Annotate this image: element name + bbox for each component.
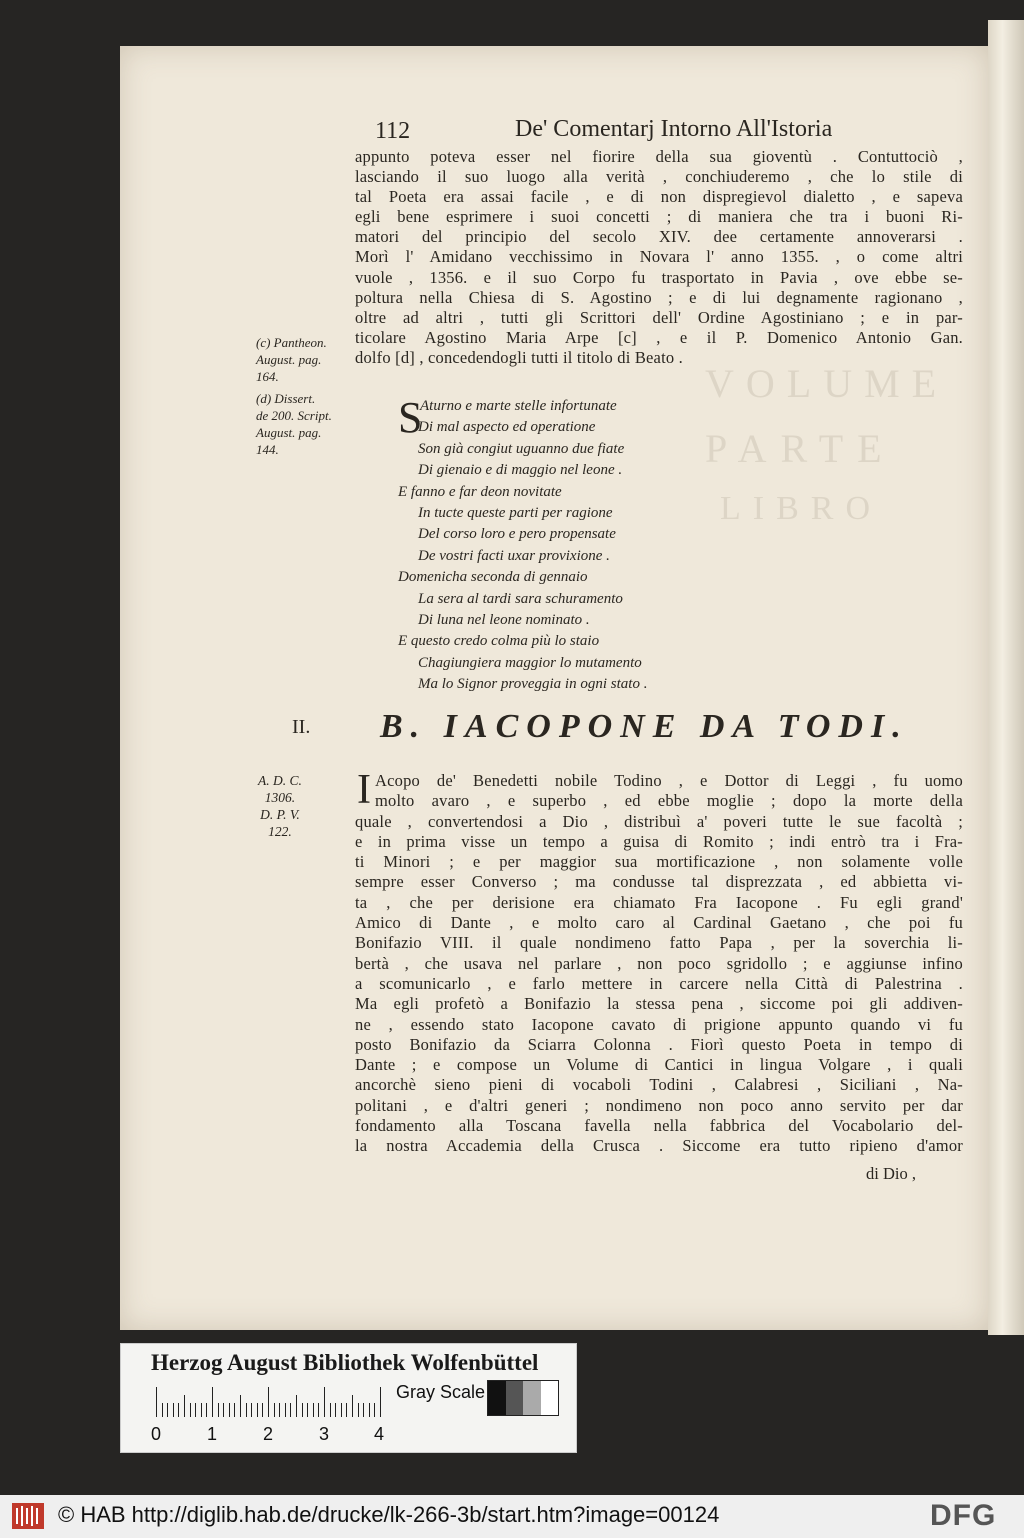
ruler-tick <box>358 1403 359 1417</box>
text-line: posto Bonifazio da Sciarra Colonna . Fiorì questo Poeta in tempo di <box>355 1034 963 1054</box>
ruler-tick <box>257 1403 258 1417</box>
poem-initial: S <box>398 393 423 442</box>
poem <box>398 393 648 695</box>
note-line: (d) Dissert. <box>256 391 316 406</box>
ruler-tick <box>307 1403 308 1417</box>
section-title: B. IACOPONE DA TODI. <box>380 708 909 745</box>
ruler-tick <box>268 1387 269 1417</box>
ruler-tick <box>173 1403 174 1417</box>
ruler-tick <box>262 1403 263 1417</box>
ruler-tick <box>190 1403 191 1417</box>
catchword: di Dio , <box>866 1164 916 1183</box>
body-paragraph-2 <box>355 767 963 1157</box>
note-line: August. pag. <box>256 425 322 440</box>
ruler-tick <box>201 1403 202 1417</box>
text-line: ticolare Agostino Maria Arpe [c] , e il P. Domenico Antonio Gan. <box>355 327 963 347</box>
text-line: Morì l' Amidano vecchissimo in Novara l' anno 1355. , o come altri <box>355 247 963 267</box>
poem-line: E questo credo colma più lo staio <box>398 633 600 650</box>
poem-line: De vostri facti uxar provixione . <box>418 547 610 564</box>
ruler-tick <box>195 1403 196 1417</box>
ruler-tick <box>363 1403 364 1417</box>
text-line: poltura nella Chiesa di S. Agostino ; e di lui degnamente ragionano , <box>355 287 963 307</box>
margin-dates <box>258 772 302 840</box>
text-line: sempre esser Converso ; ma condusse tal disprezzata , ed abbietta vi- <box>355 872 963 892</box>
poem-line: Di mal aspecto ed operatione <box>418 419 596 436</box>
text-line: egli bene esprimere i suoi concetti ; di maniera che tra i buoni Ri- <box>355 207 963 227</box>
ruler-tick <box>285 1403 286 1417</box>
poem-line: In tucte queste parti per ragione <box>418 504 613 521</box>
text-line: fondamento alla Toscana favella nella fabbrica del Vocabolario del- <box>355 1116 963 1136</box>
text-line: tal Poeta era assai facile , e di non dispregievol dialetto , e sapeva <box>355 187 963 207</box>
library-name: Herzog August Bibliothek Wolfenbüttel <box>151 1350 539 1375</box>
poem-line: Son già congiut uguanno due fiate <box>418 440 625 457</box>
color-bar <box>120 1343 577 1453</box>
footer-citation[interactable]: © HAB http://diglib.hab.de/drucke/lk-266-3b/start.htm?image=00124 <box>58 1502 720 1527</box>
paragraph-initial: I <box>357 767 371 813</box>
text-line: ne , essendo stato Iacopone cavato di prigione appunto quando vi fu <box>355 1014 963 1034</box>
show-through: PARTE <box>705 426 896 471</box>
text-line: Ma egli profetò a Bonifazio la stessa pena , siccome poi gli addiven- <box>355 994 963 1014</box>
ruler-number: 2 <box>263 1424 274 1444</box>
note-line: 164. <box>256 369 279 384</box>
text-line: dolfo [d] , concedendogli tutti il titolo di Beato . <box>355 347 683 367</box>
ruler-tick <box>234 1403 235 1417</box>
ruler-number: 4 <box>374 1424 385 1444</box>
poem-line: La sera al tardi sara schuramento <box>418 590 623 607</box>
ruler-tick <box>274 1403 275 1417</box>
text-line: oltre ad altri , tutti gli Scrittori dell' Ordine Agostiniano ; e in par- <box>355 307 963 327</box>
text-line: Bonifazio VIII. il quale nondimeno fatto Papa , per la soverchia li- <box>355 933 963 953</box>
ruler-tick <box>290 1403 291 1417</box>
text-line: a scomunicarlo , e farlo mettere in carcere nella Città di Palestrina . <box>355 973 963 993</box>
ruler-tick <box>218 1403 219 1417</box>
poem-line: Di luna nel leone nominato . <box>418 611 590 628</box>
gray-swatch <box>488 1381 506 1415</box>
body-paragraph-1 <box>355 147 963 368</box>
note-line: 144. <box>256 442 279 457</box>
text-line: ta , che per derisione era chiamato Fra Iacopone . Fu egli grand' <box>355 892 963 912</box>
ruler-tick <box>246 1403 247 1417</box>
poem-line: Domenicha seconda di gennaio <box>398 569 588 586</box>
ruler-tick <box>302 1403 303 1417</box>
ruler-tick <box>324 1387 325 1417</box>
poem-line: Aturno e marte stelle infortunate <box>420 398 617 414</box>
poem-line: Chagiungiera maggior lo mutamento <box>418 654 642 671</box>
hab-logo-icon <box>12 1503 44 1529</box>
date-line: A. D. C. <box>258 773 302 788</box>
ruler-number: 1 <box>207 1424 218 1444</box>
gray-swatch <box>506 1381 524 1415</box>
gray-swatch <box>541 1381 559 1415</box>
ruler-tick <box>162 1403 163 1417</box>
poem-line: Ma lo Signor proveggia in ogni stato . <box>418 676 648 693</box>
text-line: lasciando il suo luogo alla verità , conchiuderemo , che lo stile di <box>355 167 963 187</box>
ruler-tick <box>184 1395 185 1417</box>
note-line: (c) Pantheon. <box>256 335 327 350</box>
ruler-number: 3 <box>319 1424 330 1444</box>
ruler-tick <box>296 1395 297 1417</box>
text-line: quale , convertendosi a Dio , distribuì a' poveri tutte le sue facoltà ; <box>355 811 963 831</box>
page-number: 112 <box>375 118 411 144</box>
running-title: De' Comentarj Intorno All'Istoria <box>515 116 833 142</box>
ruler-tick <box>374 1403 375 1417</box>
ruler-tick <box>240 1395 241 1417</box>
margin-note-c <box>256 334 327 385</box>
text-line: appunto poteva esser nel fiorire della sua gioventù . Contuttociò , <box>355 147 963 166</box>
ruler-number: 0 <box>151 1424 162 1444</box>
poem-line: Del corso loro e pero propensate <box>418 526 616 543</box>
ruler-tick <box>156 1387 157 1417</box>
ruler-tick <box>178 1403 179 1417</box>
ruler <box>156 1387 386 1417</box>
section-number: II. <box>292 716 311 738</box>
text-line: la nostra Accademia della Crusca . Siccome era tutto ripieno d'amor <box>355 1136 963 1156</box>
poem-line: E fanno e far deon novitate <box>398 483 562 500</box>
show-through: LIBRO <box>720 490 882 527</box>
text-line: Dante ; e compose un Volume di Cantici in lingua Volgare , i quali <box>355 1055 963 1075</box>
note-line: de 200. Script. <box>256 408 332 423</box>
ruler-tick <box>223 1403 224 1417</box>
text-line: bertà , che usava nel parlare , non poco sgridollo ; e aggiunse infino <box>355 953 963 973</box>
next-page-edge <box>988 20 1024 1335</box>
ruler-tick <box>335 1403 336 1417</box>
ruler-tick <box>369 1403 370 1417</box>
note-line: August. pag. <box>256 352 322 367</box>
ruler-tick <box>229 1403 230 1417</box>
text-line: ti Minori ; e per maggior sua mortificazione , non solamente volle <box>355 852 963 872</box>
gray-swatch <box>523 1381 541 1415</box>
ruler-tick <box>341 1403 342 1417</box>
date-line: 1306. <box>264 790 296 805</box>
text-line: matori del principio del secolo XIV. dee certamente annoverarsi . <box>355 227 963 247</box>
ruler-tick <box>330 1403 331 1417</box>
date-line: 122. <box>268 824 292 839</box>
text-line: vuole , 1356. e il suo Corpo fu trasportato in Pavia , ove ebbe se- <box>355 267 963 287</box>
ruler-tick <box>380 1387 381 1417</box>
ruler-tick <box>167 1403 168 1417</box>
text-line: politani , e d'altri generi ; nondimeno non poco anno servito per dar <box>355 1095 963 1115</box>
poem-line: Di gienaio e di maggio nel leone . <box>418 462 623 479</box>
ruler-tick <box>352 1395 353 1417</box>
ruler-tick <box>313 1403 314 1417</box>
text-line: Acopo de' Benedetti nobile Todino , e Dottor di Leggi , fu uomo <box>375 771 963 790</box>
text-line: e in prima visse un tempo a guisa di Romito ; indi entrò tra i Fra- <box>355 831 963 851</box>
footer <box>0 1495 1024 1538</box>
ruler-tick <box>318 1403 319 1417</box>
date-line: D. P. V. <box>260 807 300 822</box>
ruler-tick <box>206 1403 207 1417</box>
ruler-tick <box>279 1403 280 1417</box>
text-line: molto avaro , e superbo , ed ebbe moglie ; dopo la morte della <box>375 791 963 811</box>
gray-scale-swatches <box>487 1380 559 1416</box>
text-line: Amico di Dante , e molto caro al Cardinal Gaetano , che poi fu <box>355 913 963 933</box>
ruler-tick <box>212 1387 213 1417</box>
text-line: ancorchè sieno pieni di vocaboli Todini , Calabresi , Siciliani , Na- <box>355 1075 963 1095</box>
dfg-logo: DFG <box>930 1499 997 1532</box>
show-through: VOLUME <box>705 361 949 406</box>
ruler-tick <box>251 1403 252 1417</box>
gray-scale-label: Gray Scale <box>396 1382 486 1402</box>
ruler-tick <box>346 1403 347 1417</box>
margin-note-d <box>256 390 332 458</box>
